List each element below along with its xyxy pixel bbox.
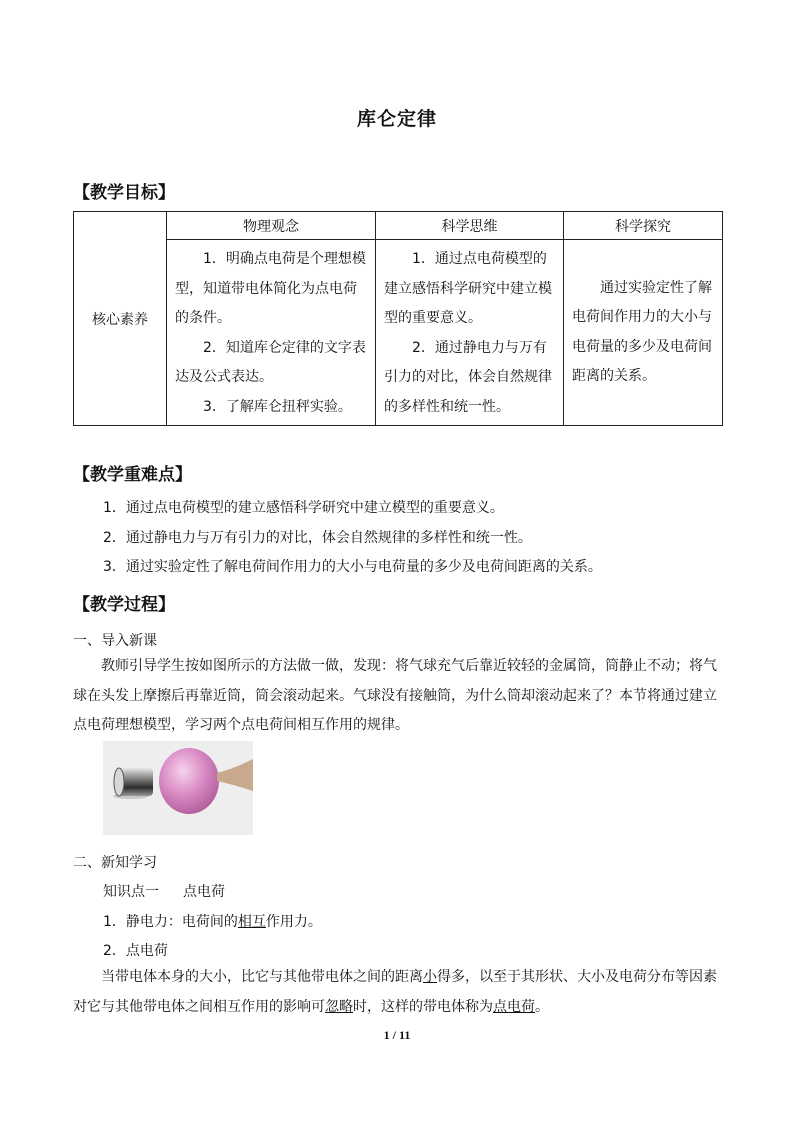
knowledge-point-1 [103,881,225,901]
point-charge-paragraph [73,963,723,1022]
pc-answer-2: 忽略 [325,998,353,1015]
physics-item-1: 1．明确点电荷是个理想模型，知道带电体简化为点电荷的条件。 [175,251,366,326]
thinking-item-2: 2．通过静电力与万有引力的对比，体会自然规律的多样性和统一性。 [384,339,552,415]
core-literacy-table [73,211,723,426]
cell-scientific-thinking [376,240,564,426]
part1-heading: 一、导入新课 [73,633,157,649]
pc-answer-1: 小 [423,969,437,985]
kp-title: 点电荷 [183,884,225,900]
keypoints-list [103,494,602,583]
pc-text-a: 当带电体本身的大小，比它与其他带电体之间的距离 [101,969,423,985]
thinking-item-1: 1．通过点电荷模型的建立感悟科学研究中建立模型的重要意义。 [384,251,552,326]
pc-text-b: 得多，以至于其形状、大小及电荷分布等因素对它与其他带电体之间相互作用的影响可 [73,969,717,1015]
cell-physics-concept [167,240,376,426]
page-number: 1 / 11 [383,1028,411,1042]
part2-heading: 二、新知学习 [73,855,157,871]
physics-item-3: 3．了解库仑扭秤实验。 [203,398,352,415]
pc-answer-3: 点电荷 [493,998,535,1015]
header-scientific-thinking: 科学思维 [376,212,564,240]
cell-scientific-inquiry [564,240,723,426]
balloon-can-photo [103,741,253,835]
header-scientific-inquiry: 科学探究 [564,212,723,240]
kp-item-1 [103,911,322,931]
item1-answer: 相互 [237,914,266,930]
section-objectives: 【教学目标】 [73,183,175,203]
kp-label: 知识点一 [103,884,159,900]
section-keypoints: 【教学重难点】 [73,465,192,485]
section-process: 【教学过程】 [73,595,175,615]
header-physics-concept: 物理观念 [167,212,376,240]
keypoint-3: 3．通过实验定性了解电荷间作用力的大小与电荷量的多少及电荷间距离的关系。 [103,559,602,575]
pc-text-c: 时，这样的带电体称为 [353,998,493,1015]
kp-item-2: 2．点电荷 [103,943,168,959]
balloon-can-illustration [103,741,253,835]
row-label: 核心素养 [74,212,167,426]
pc-text-d: 。 [535,998,549,1015]
inquiry-text: 通过实验定性了解电荷间作用力的大小与电荷量的多少及电荷间距离的关系。 [572,279,712,384]
part1-text: 教师引导学生按如图所示的方法做一做，发现：将气球充气后靠近较轻的金属筒，筒静止不动；将气球在头发上摩擦后再靠近筒，筒会滚动起来。气球没有接触筒，为什么筒却滚动起来了？本节将通过建立点电荷理想模型，学习两个点电荷间相互作用的规律。 [73,658,717,733]
balloon-shape [159,748,219,814]
part1-paragraph [73,652,723,741]
keypoint-1: 1．通过点电荷模型的建立感悟科学研究中建立模型的重要意义。 [103,500,504,516]
page-title: 库仑定律 [356,108,437,130]
keypoint-2: 2．通过静电力与万有引力的对比，体会自然规律的多样性和统一性。 [103,529,532,546]
item1-text-post: 作用力。 [265,914,322,930]
physics-item-2: 2．知道库仑定律的文字表达及公式表达。 [175,339,366,385]
item1-text-pre: 1．静电力：电荷间的 [103,914,238,930]
